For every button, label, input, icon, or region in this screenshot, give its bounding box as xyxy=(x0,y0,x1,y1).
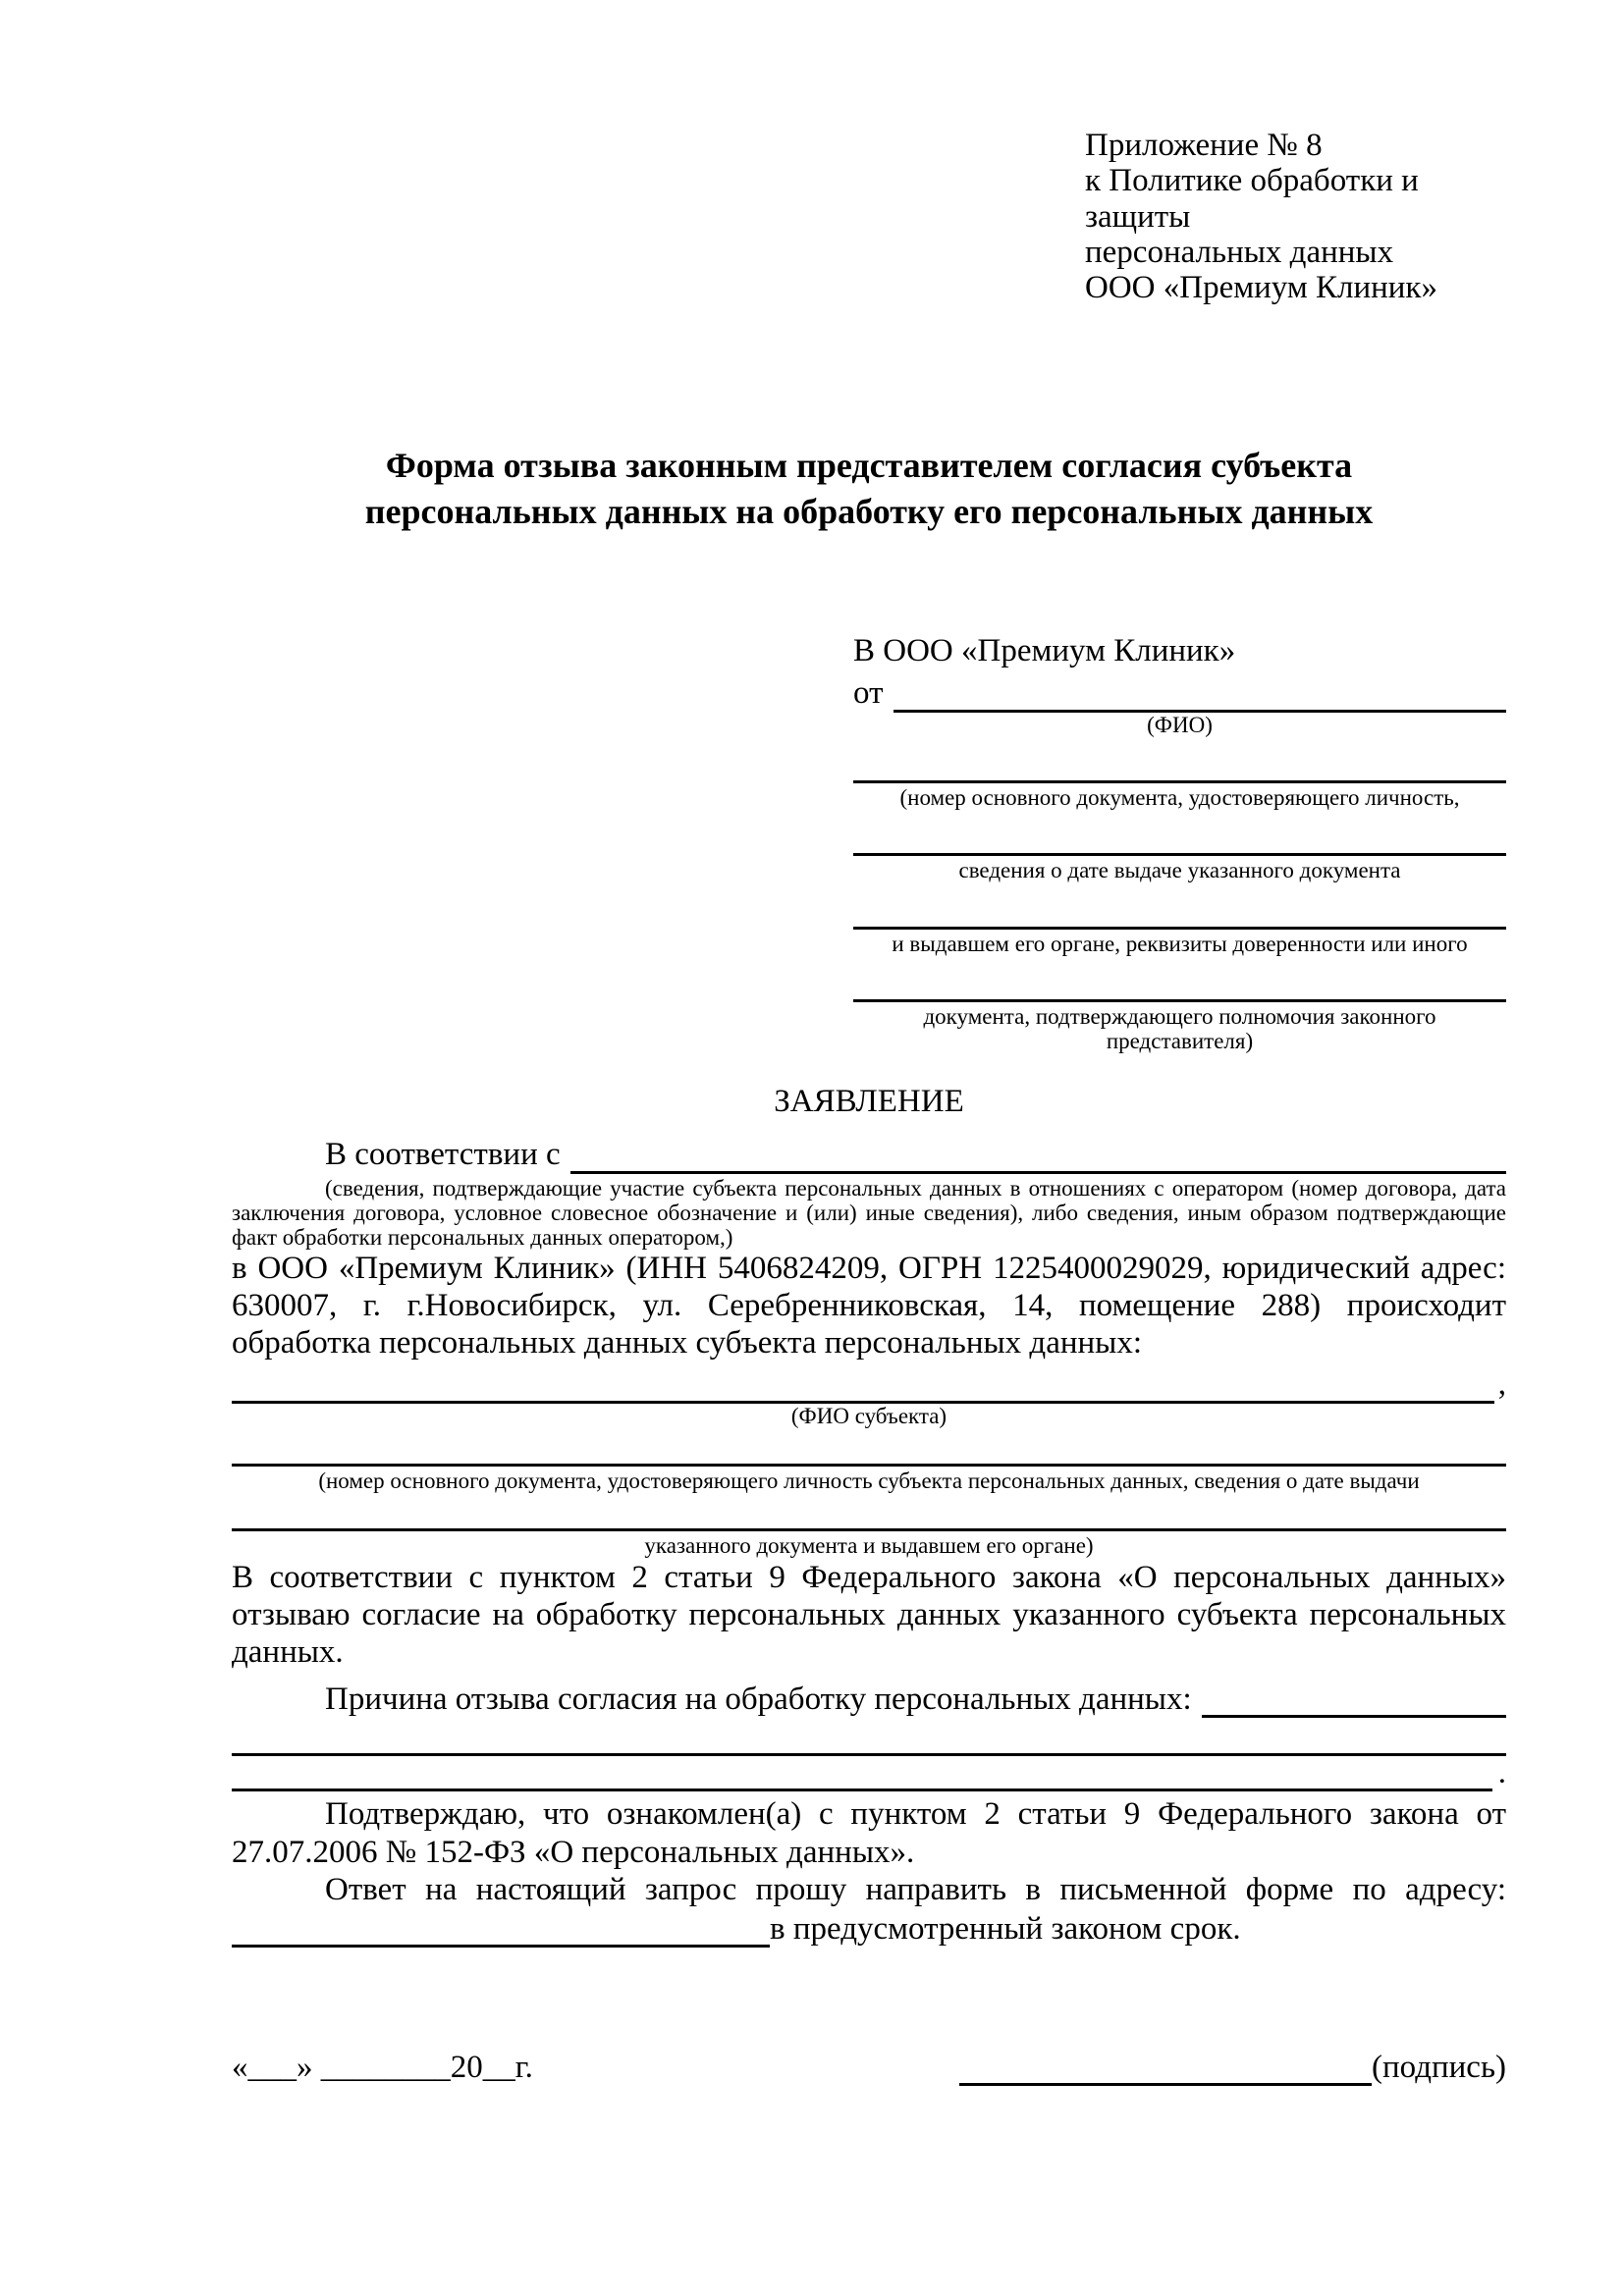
document-title-line2: персональных данных на обработку его персональных данных xyxy=(364,491,1374,531)
authority-document-caption: документа, подтверждающего полномочия законного представителя) xyxy=(923,1003,1436,1054)
reason-row xyxy=(232,1677,1506,1718)
reason-blank-line xyxy=(1202,1715,1506,1718)
document-title-line1: Форма отзыва законным представителем согласия субъекта xyxy=(385,446,1353,486)
fio-caption: (ФИО) xyxy=(1147,712,1213,737)
reason-end-period: . xyxy=(1497,1755,1506,1791)
signature-block xyxy=(959,2046,1506,2086)
in-accordance-blank-line xyxy=(570,1171,1506,1174)
document-number-field xyxy=(853,737,1506,810)
subject-document-caption1: (номер основного документа, удостоверяющего личность субъекта персональных данных, сведения о дате выдачи xyxy=(318,1468,1420,1493)
subject-document-field2 xyxy=(232,1493,1506,1558)
subject-document-blank-line xyxy=(232,1428,1506,1467)
from-row xyxy=(853,671,1506,713)
issue-date-blank-line xyxy=(853,810,1506,856)
in-accordance-label: В соответствии с xyxy=(325,1137,561,1173)
document-number-caption: (номер основного документа, удостоверяющего личность, xyxy=(899,784,1460,810)
reason-label: Причина отзыва согласия на обработку персональных данных: xyxy=(325,1682,1192,1718)
issuing-authority-blank-line xyxy=(853,883,1506,930)
reply-paragraph: Ответ на настоящий запрос прошу направить в письменной форме по адресу: xyxy=(325,1871,1506,1907)
reply-deadline-text: в предусмотренный законом срок. xyxy=(770,1910,1241,1947)
authority-document-field xyxy=(853,956,1506,1054)
reason-continuation-row2 xyxy=(232,1756,1506,1791)
withdraw-paragraph: В соответствии с пунктом 2 статьи 9 Федерального закона «О персональных данных» отзываю согласие на обработку персональных данных указанного субъекта персональных данных. xyxy=(232,1559,1506,1671)
subject-document-caption2: указанного документа и выдавшем его органе) xyxy=(644,1533,1094,1559)
statement-heading: ЗАЯВЛЕНИЕ xyxy=(774,1084,964,1120)
authority-document-blank-line xyxy=(853,956,1506,1002)
appendix-policy-line: к Политике обработки и защиты xyxy=(1085,163,1419,235)
subject-fio-caption: (ФИО субъекта) xyxy=(790,1403,947,1428)
appendix-number: Приложение № 8 xyxy=(1085,128,1323,163)
issuing-authority-caption: и выдавшем его органе, реквизиты доверенности или иного xyxy=(892,931,1468,956)
subject-document-blank-line2 xyxy=(232,1493,1506,1531)
addressee-company: В ООО «Премиум Клиник» xyxy=(853,632,1236,668)
document-number-blank-line xyxy=(853,737,1506,783)
issue-date-caption: сведения о дате выдаче указанного документа xyxy=(958,858,1401,883)
reply-address-blank-line xyxy=(232,1945,770,1948)
issuing-authority-field xyxy=(853,883,1506,956)
confirm-paragraph: Подтверждаю, что ознакомлен(а) с пунктом 2 статьи 9 Федерального закона от 27.07.2006 № 152-ФЗ «О персональных данных». xyxy=(232,1796,1506,1870)
appendix-policy-line2: персональных данных xyxy=(1085,234,1394,270)
appendix-header xyxy=(1085,128,1506,305)
subject-fio-comma: , xyxy=(1497,1366,1506,1403)
date-blank-text: «___» ________20__г. xyxy=(232,2049,533,2085)
in-accordance-row xyxy=(232,1131,1506,1174)
appendix-company: ООО «Премиум Клиник» xyxy=(1085,270,1437,306)
subject-fio-row xyxy=(232,1362,1506,1404)
accordance-caption: (сведения, подтверждающие участие субъекта персональных данных в отношениях с оператором (номер договора, дата заключения договора, условное словесное обозначение и (или) иные сведения), либо сведения, иным образом подтверждающие факт обработки персональных данных оператором,) xyxy=(232,1175,1506,1250)
document-title xyxy=(232,443,1506,533)
signature-blank-line xyxy=(959,2046,1372,2086)
date-signature-row xyxy=(232,2046,1506,2086)
reason-continuation-line2 xyxy=(232,1789,1492,1791)
signature-caption: (подпись) xyxy=(1372,2049,1506,2085)
addressee-block xyxy=(853,632,1506,1054)
operator-paragraph: в ООО «Премиум Клиник» (ИНН 5406824209, ОГРН 1225400029029, юридический адрес: 630007, г. г.Новосибирск, ул. Серебренниковская, 14, помещение 288) происходит обработка персональных данных субъекта персональных данных: xyxy=(232,1250,1506,1362)
subject-document-field xyxy=(232,1428,1506,1493)
issue-date-field xyxy=(853,810,1506,882)
from-label: от xyxy=(853,675,884,712)
reply-address-row xyxy=(232,1908,1506,1948)
